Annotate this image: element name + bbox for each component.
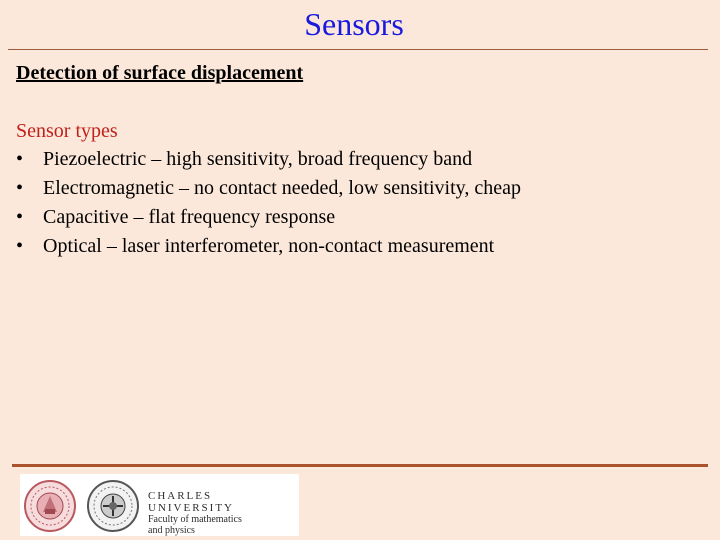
title-divider — [8, 49, 708, 50]
bullet-icon: • — [16, 177, 24, 199]
faculty-seal-icon — [86, 479, 140, 533]
bullet-icon: • — [16, 235, 24, 257]
list-item — [16, 175, 521, 204]
logo-university-name: CHARLES UNIVERSITY — [148, 490, 234, 514]
list-item — [16, 233, 521, 262]
logo-faculty-line2: and physics — [148, 525, 195, 536]
list-item-text: Electromagnetic – no contact needed, low sensitivity, cheap — [43, 177, 521, 199]
bullet-icon: • — [16, 206, 24, 228]
slide-subtitle: Detection of surface displacement — [16, 62, 304, 84]
bullet-icon: • — [16, 148, 24, 170]
list-item — [16, 146, 521, 175]
section-heading: Sensor types — [16, 120, 118, 142]
sensor-type-list — [16, 146, 521, 262]
university-seal-icon — [23, 479, 77, 533]
list-item-text: Optical – laser interferometer, non-contact measurement — [43, 235, 495, 257]
list-item-text: Capacitive – flat frequency response — [43, 206, 336, 228]
footer-divider — [12, 464, 708, 467]
slide-title: Sensors — [304, 6, 404, 42]
list-item-text: Piezoelectric – high sensitivity, broad frequency band — [43, 148, 473, 170]
list-item — [16, 204, 521, 233]
university-logo — [20, 474, 299, 536]
logo-text — [148, 490, 299, 536]
logo-faculty-line1: Faculty of mathematics — [148, 514, 242, 525]
